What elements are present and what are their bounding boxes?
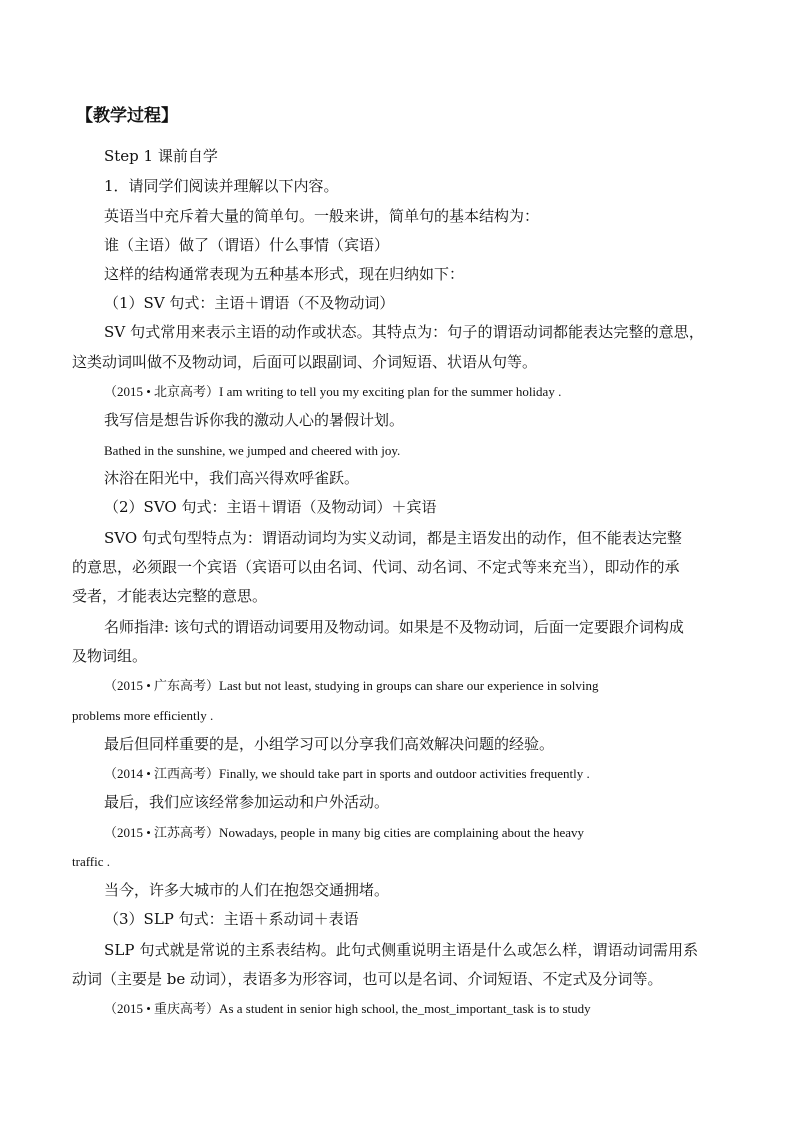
- paragraph-line: SV 句式常用来表示主语的动作或状态。其特点为：句子的谓语动词都能表达完整的意思，: [104, 323, 704, 341]
- paragraph-line: 动词（主要是 be 动词），表语多为形容词，也可以是名词、介词短语、不定式及分词等。: [72, 970, 663, 988]
- paragraph-line: SLP 句式就是常说的主系表结构。此句式侧重说明主语是什么或怎么样，谓语动词需用系: [104, 941, 699, 959]
- example-zh: 我写信是想告诉你我的激动人心的暑假计划。: [104, 411, 405, 429]
- paragraph-line: 这样的结构通常表现为五种基本形式，现在归纳如下：: [104, 265, 465, 283]
- paragraph-line: 谁（主语）做了（谓语）什么事情（宾语）: [104, 236, 390, 254]
- example-en: problems more efficiently .: [72, 708, 214, 723]
- example-zh: 最后但同样重要的是，小组学习可以分享我们高效解决问题的经验。: [104, 735, 555, 753]
- paragraph-line: 英语当中充斥着大量的简单句。一般来讲，简单句的基本结构为：: [104, 207, 540, 225]
- subheading-sv: （1）SV 句式：主语＋谓语（不及物动词）: [104, 294, 395, 312]
- example-zh: 最后，我们应该经常参加运动和户外活动。: [104, 793, 390, 811]
- example-zh: 当今，许多大城市的人们在抱怨交通拥堵。: [104, 881, 390, 899]
- example-en: Bathed in the sunshine, we jumped and cheered with joy.: [104, 443, 401, 458]
- example-en: （2015 • 北京高考）I am writing to tell you my exciting plan for the summer holiday .: [104, 384, 562, 399]
- subheading-slp: （3）SLP 句式：主语＋系动词＋表语: [104, 910, 359, 928]
- paragraph-line: SVO 句式句型特点为：谓语动词均为实义动词，都是主语发出的动作，但不能表达完整: [104, 529, 682, 547]
- paragraph-line: 的意思，必须跟一个宾语（宾语可以由名词、代词、动名词、不定式等来充当），即动作的承: [72, 558, 680, 576]
- example-en: （2014 • 江西高考）Finally, we should take part in sports and outdoor activities frequently .: [104, 766, 590, 781]
- tip-line: 名师指津: 该句式的谓语动词要用及物动词。如果是不及物动词，后面一定要跟介词构成: [104, 618, 684, 636]
- section-heading: 【教学过程】: [76, 106, 178, 126]
- paragraph-line: 这类动词叫做不及物动词，后面可以跟副词、介词短语、状语从句等。: [72, 353, 538, 371]
- example-zh: 沐浴在阳光中，我们高兴得欢呼雀跃。: [104, 469, 360, 487]
- paragraph-line: 受者，才能表达完整的意思。: [72, 587, 268, 605]
- tip-line: 及物词组。: [72, 647, 148, 665]
- subheading-svo: （2）SVO 句式：主语＋谓语（及物动词）＋宾语: [104, 498, 437, 516]
- example-en: （2015 • 广东高考）Last but not least, studying in groups can share our experience in solving: [104, 678, 599, 693]
- step-label: Step 1 课前自学: [104, 147, 218, 165]
- example-en: traffic .: [72, 854, 111, 869]
- instruction-line: 1．请同学们阅读并理解以下内容。: [104, 177, 339, 195]
- example-en: （2015 • 江苏高考）Nowadays, people in many big cities are complaining about the heavy: [104, 825, 585, 840]
- example-en: （2015 • 重庆高考）As a student in senior high school, the_most_important_task is to study: [104, 1001, 591, 1016]
